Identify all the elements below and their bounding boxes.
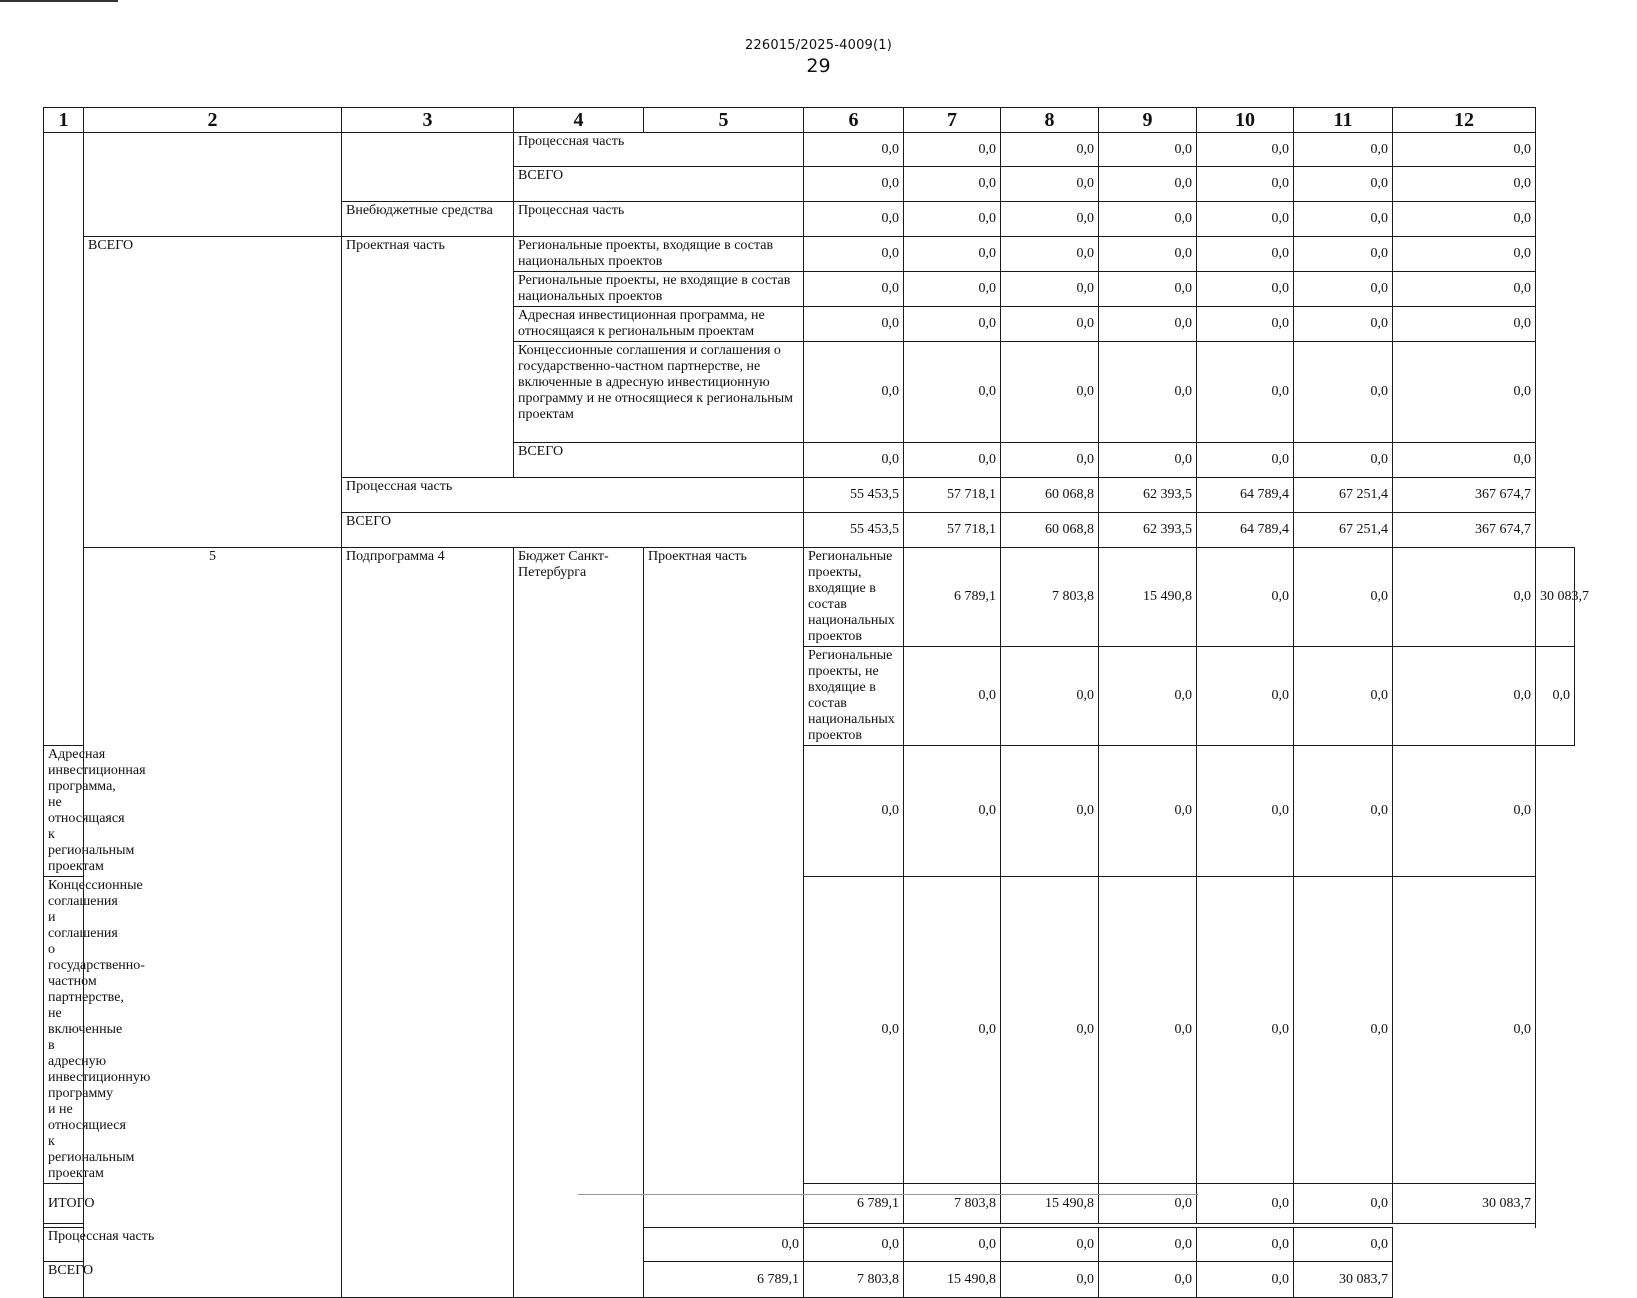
value-cell: 0,0: [1393, 272, 1536, 307]
value-cell: 15 490,8: [904, 1262, 1001, 1298]
row-label: ВСЕГО: [342, 513, 804, 548]
program-label: ВСЕГО: [84, 237, 342, 548]
col-header: 6: [804, 108, 904, 133]
table-row: [44, 1228, 1575, 1262]
value-cell: 0,0: [1294, 1184, 1393, 1224]
col-header: 4: [514, 108, 644, 133]
value-cell: 0,0: [1393, 548, 1536, 647]
col-header: 7: [904, 108, 1001, 133]
value-cell: 0,0: [1294, 272, 1393, 307]
row-label: Процессная часть: [44, 1228, 342, 1262]
value-cell: 0,0: [1001, 342, 1099, 443]
value-cell: 0,0: [1393, 342, 1536, 443]
value-cell: 0,0: [904, 877, 1001, 1184]
value-cell: 0,0: [1001, 167, 1099, 202]
value-cell: 0,0: [1001, 443, 1099, 478]
value-cell: 7 803,8: [804, 1262, 904, 1298]
row-label: Процессная часть: [342, 478, 804, 513]
value-cell: 0,0: [1001, 746, 1099, 877]
value-cell: 0,0: [904, 133, 1001, 167]
value-cell: 60 068,8: [1001, 478, 1099, 513]
row-label: Концессионные соглашения и соглашения о государственно-частном партнерстве, не включенные в адресную инвестиционную программу и не относящиеся к региональным проектам: [44, 877, 84, 1184]
value-cell: 0,0: [1294, 202, 1393, 237]
value-cell: 0,0: [1393, 443, 1536, 478]
value-cell: 0,0: [1294, 342, 1393, 443]
part-label: Проектная часть: [644, 548, 804, 1228]
value-cell: 0,0: [1393, 746, 1536, 877]
value-cell: 64 789,4: [1197, 478, 1294, 513]
col-header: 3: [342, 108, 514, 133]
value-cell: 62 393,5: [1099, 513, 1197, 548]
value-cell: 0,0: [1294, 133, 1393, 167]
value-cell: 0,0: [1393, 133, 1536, 167]
value-cell: 0,0: [1197, 443, 1294, 478]
value-cell: 0,0: [904, 167, 1001, 202]
col-header: 5: [644, 108, 804, 133]
scan-edge-mark: [0, 0, 118, 2]
value-cell: 0,0: [1099, 202, 1197, 237]
value-cell: 0,0: [1099, 237, 1197, 272]
table-row: [44, 1262, 1575, 1298]
value-cell: 0,0: [1393, 307, 1536, 342]
value-cell: 0,0: [1099, 167, 1197, 202]
value-cell: 0,0: [804, 167, 904, 202]
value-cell: 67 251,4: [1294, 513, 1393, 548]
value-cell: 0,0: [1197, 272, 1294, 307]
value-cell: 0,0: [804, 272, 904, 307]
col-header: 11: [1294, 108, 1393, 133]
value-cell: 0,0: [1197, 167, 1294, 202]
value-cell: 57 718,1: [904, 478, 1001, 513]
value-cell: 0,0: [804, 237, 904, 272]
value-cell: 6 789,1: [644, 1262, 804, 1298]
value-cell: 0,0: [804, 746, 904, 877]
row-label: Адресная инвестиционная программа, не относящаяся к региональным проектам: [44, 746, 84, 877]
col-header: 8: [1001, 108, 1099, 133]
col-header: 12: [1393, 108, 1536, 133]
value-cell: 0,0: [1197, 307, 1294, 342]
value-cell: 0,0: [1294, 1228, 1393, 1262]
value-cell: 0,0: [1536, 647, 1575, 746]
source-cell: [342, 133, 514, 202]
value-cell: 0,0: [1197, 237, 1294, 272]
row-label: Региональные проекты, не входящие в состав национальных проектов: [804, 647, 904, 746]
value-cell: 6 789,1: [804, 1184, 904, 1224]
value-cell: 30 083,7: [1294, 1262, 1393, 1298]
value-cell: 0,0: [1099, 342, 1197, 443]
document-number: 226015/2025-4009(1): [744, 38, 893, 53]
value-cell: 0,0: [1001, 237, 1099, 272]
value-cell: 7 803,8: [1001, 548, 1099, 647]
value-cell: 0,0: [804, 342, 904, 443]
program-label: Подпрограмма 4: [342, 548, 514, 1298]
row-number: 5: [84, 548, 342, 1298]
value-cell: 30 083,7: [1536, 548, 1575, 647]
value-cell: 367 674,7: [1393, 478, 1536, 513]
value-cell: 0,0: [1001, 1228, 1099, 1262]
value-cell: 0,0: [804, 877, 904, 1184]
value-cell: 0,0: [1393, 877, 1536, 1184]
row-label: ИТОГО: [44, 1184, 84, 1224]
value-cell: 0,0: [904, 342, 1001, 443]
col-header: 2: [84, 108, 342, 133]
value-cell: 0,0: [804, 307, 904, 342]
value-cell: 0,0: [1197, 548, 1294, 647]
value-cell: 0,0: [904, 647, 1001, 746]
value-cell: 0,0: [1197, 1184, 1294, 1224]
row-number-cell: [44, 133, 84, 746]
value-cell: 6 789,1: [904, 548, 1001, 647]
program-cell: [84, 133, 342, 237]
col-header: 9: [1099, 108, 1197, 133]
value-cell: 0,0: [904, 746, 1001, 877]
col-header: 1: [44, 108, 84, 133]
value-cell: 0,0: [1099, 133, 1197, 167]
budget-table: [43, 107, 1589, 1298]
value-cell: 0,0: [1294, 746, 1393, 877]
value-cell: 0,0: [1099, 746, 1197, 877]
page-number: 29: [806, 55, 831, 77]
value-cell: 0,0: [904, 272, 1001, 307]
value-cell: 0,0: [904, 1228, 1001, 1262]
value-cell: 0,0: [1001, 1262, 1099, 1298]
table-row: [44, 548, 1575, 647]
value-cell: 0,0: [1197, 877, 1294, 1184]
value-cell: 0,0: [804, 443, 904, 478]
table-row: [44, 133, 1575, 167]
value-cell: 67 251,4: [1294, 478, 1393, 513]
value-cell: 0,0: [1294, 647, 1393, 746]
row-label: Региональные проекты, не входящие в состав национальных проектов: [514, 272, 804, 307]
value-cell: 0,0: [804, 202, 904, 237]
source-label: Бюджет Санкт-Петербурга: [514, 548, 644, 1298]
value-cell: 367 674,7: [1393, 513, 1536, 548]
value-cell: 15 490,8: [1099, 548, 1197, 647]
value-cell: 0,0: [1294, 237, 1393, 272]
value-cell: 0,0: [1294, 443, 1393, 478]
value-cell: 0,0: [1099, 1184, 1197, 1224]
column-number-row: [44, 108, 1575, 133]
value-cell: 0,0: [644, 1228, 804, 1262]
value-cell: 0,0: [1393, 647, 1536, 746]
row-label: ВСЕГО: [514, 443, 804, 478]
value-cell: 0,0: [1197, 1228, 1294, 1262]
value-cell: 0,0: [1001, 877, 1099, 1184]
value-cell: 0,0: [1197, 746, 1294, 877]
value-cell: 15 490,8: [1001, 1184, 1099, 1224]
row-label: Адресная инвестиционная программа, не относящаяся к региональным проектам: [514, 307, 804, 342]
value-cell: 0,0: [1197, 1262, 1294, 1298]
value-cell: 0,0: [1197, 133, 1294, 167]
value-cell: 0,0: [804, 133, 904, 167]
value-cell: 0,0: [1099, 307, 1197, 342]
value-cell: 60 068,8: [1001, 513, 1099, 548]
value-cell: 0,0: [804, 1228, 904, 1262]
value-cell: 0,0: [1001, 272, 1099, 307]
source-label: Внебюджетные средства: [342, 202, 514, 237]
row-label: Региональные проекты, входящие в состав национальных проектов: [804, 548, 904, 647]
value-cell: 30 083,7: [1393, 1184, 1536, 1224]
value-cell: 7 803,8: [904, 1184, 1001, 1224]
value-cell: 0,0: [1294, 877, 1393, 1184]
row-label: Региональные проекты, входящие в состав национальных проектов: [514, 237, 804, 272]
table-row: [44, 237, 1575, 272]
row-label: Процессная часть: [514, 133, 804, 167]
value-cell: 0,0: [1001, 307, 1099, 342]
value-cell: 55 453,5: [804, 513, 904, 548]
value-cell: 0,0: [904, 443, 1001, 478]
scan-bottom-line: [578, 1194, 1198, 1195]
value-cell: 0,0: [1294, 307, 1393, 342]
value-cell: 0,0: [1294, 167, 1393, 202]
value-cell: 0,0: [904, 202, 1001, 237]
value-cell: 0,0: [1001, 647, 1099, 746]
row-label: Процессная часть: [514, 202, 804, 237]
value-cell: 62 393,5: [1099, 478, 1197, 513]
value-cell: 0,0: [1001, 133, 1099, 167]
value-cell: 57 718,1: [904, 513, 1001, 548]
value-cell: 64 789,4: [1197, 513, 1294, 548]
value-cell: 0,0: [1099, 1262, 1197, 1298]
value-cell: 0,0: [1294, 548, 1393, 647]
value-cell: 0,0: [1099, 647, 1197, 746]
value-cell: 0,0: [904, 307, 1001, 342]
value-cell: 0,0: [1099, 1228, 1197, 1262]
value-cell: 0,0: [904, 237, 1001, 272]
col-header: 10: [1197, 108, 1294, 133]
row-label: ВСЕГО: [514, 167, 804, 202]
page-header: [0, 38, 1637, 77]
value-cell: 0,0: [1197, 202, 1294, 237]
value-cell: 0,0: [1393, 202, 1536, 237]
value-cell: 0,0: [1001, 202, 1099, 237]
value-cell: 55 453,5: [804, 478, 904, 513]
value-cell: 0,0: [1099, 877, 1197, 1184]
value-cell: 0,0: [1393, 167, 1536, 202]
value-cell: 0,0: [1099, 272, 1197, 307]
row-label: ВСЕГО: [44, 1262, 342, 1298]
value-cell: 0,0: [1099, 443, 1197, 478]
value-cell: 0,0: [1197, 342, 1294, 443]
source-label: Проектная часть: [342, 237, 514, 478]
value-cell: 0,0: [1393, 237, 1536, 272]
row-label: Концессионные соглашения и соглашения о государственно-частном партнерстве, не включенные в адресную инвестиционную программу и не относящиеся к региональным проектам: [514, 342, 804, 443]
value-cell: 0,0: [1197, 647, 1294, 746]
